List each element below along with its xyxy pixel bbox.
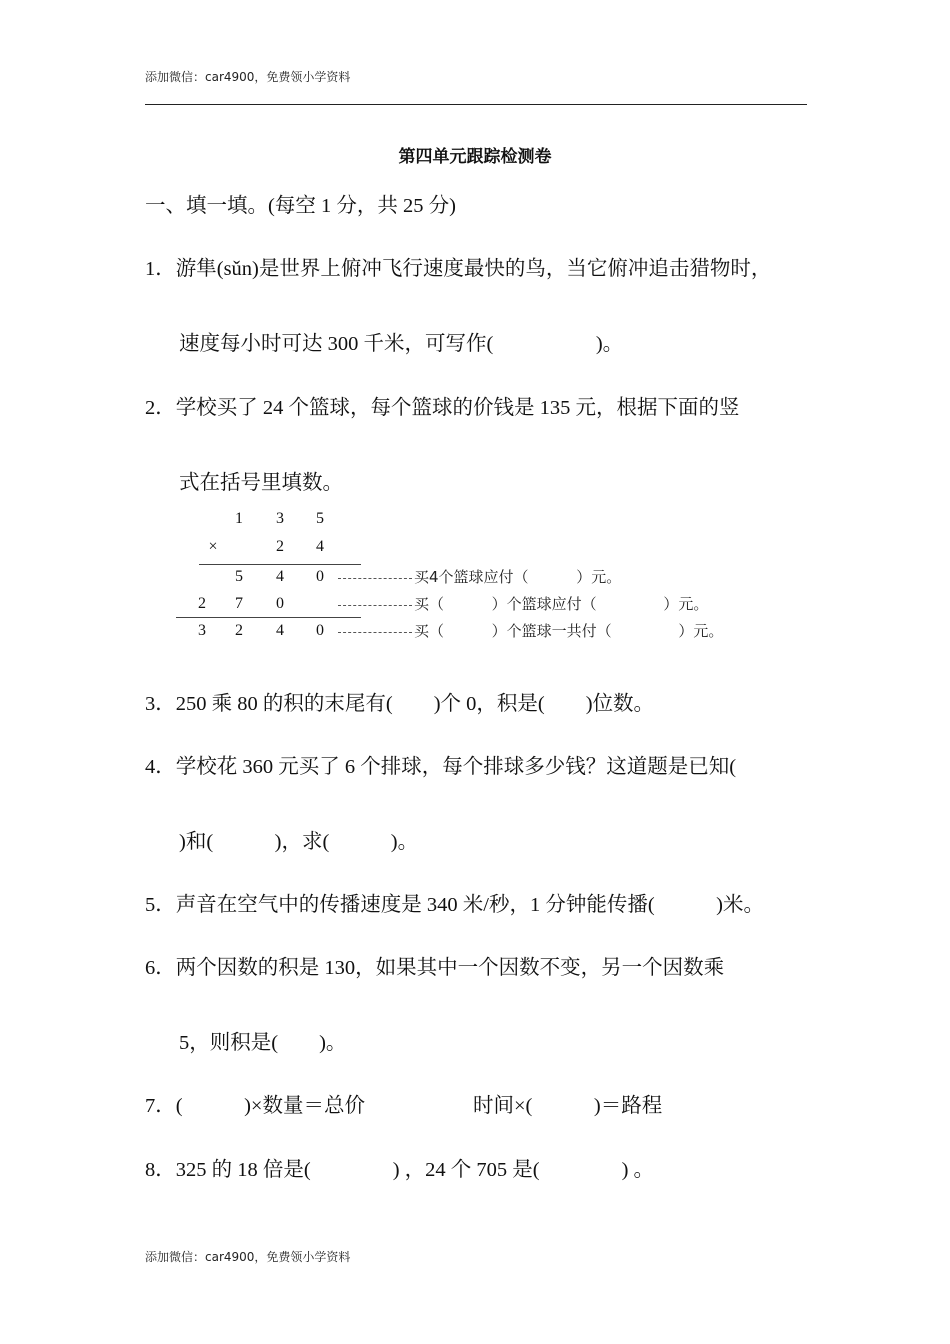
calc-digit: 5 <box>316 510 324 527</box>
annotation-1: 买4个篮球应付（ ）元。 <box>414 568 622 586</box>
calc-digit: 4 <box>276 568 284 585</box>
leader-dots <box>338 632 412 633</box>
leader-dots <box>338 578 412 579</box>
question-6-line-1: 6．两个因数的积是 130，如果其中一个因数不变，另一个因数乘 <box>145 957 725 979</box>
question-4-line-2: )和( )，求( )。 <box>179 831 419 853</box>
page-title: 第四单元跟踪检测卷 <box>398 147 552 167</box>
calc-rule-2 <box>176 617 361 618</box>
calc-digit: 4 <box>276 622 284 639</box>
annotation-2: 买（ ）个篮球应付（ ）元。 <box>414 595 709 613</box>
page-footer: 添加微信：car4900，免费领小学资料 <box>145 1250 351 1264</box>
leader-dots <box>338 605 412 606</box>
calc-digit: 2 <box>235 622 243 639</box>
calc-digit: 2 <box>276 538 284 555</box>
question-7-right: 时间×( )＝路程 <box>473 1095 663 1117</box>
annotation-3: 买（ ）个篮球一共付（ ）元。 <box>414 622 724 640</box>
calc-digit: 2 <box>198 595 206 612</box>
question-5: 5．声音在空气中的传播速度是 340 米/秒，1 分钟能传播( )米。 <box>145 894 764 916</box>
calc-digit: 1 <box>235 510 243 527</box>
section-heading: 一、填一填。(每空 1 分，共 25 分) <box>145 195 456 217</box>
question-2-line-1: 2．学校买了 24 个篮球，每个篮球的价钱是 135 元，根据下面的竖 <box>145 397 740 419</box>
calc-digit: 0 <box>316 622 324 639</box>
question-2-line-2: 式在括号里填数。 <box>179 472 343 494</box>
calc-digit: 3 <box>276 510 284 527</box>
question-6-line-2: 5，则积是( )。 <box>179 1032 347 1054</box>
calc-digit: 3 <box>198 622 206 639</box>
question-1-line-2: 速度每小时可达 300 千米，可写作( )。 <box>179 333 624 355</box>
calc-digit: 0 <box>276 595 284 612</box>
page-header: 添加微信：car4900，免费领小学资料 <box>145 70 351 84</box>
calc-digit: 0 <box>316 568 324 585</box>
question-8: 8．325 的 18 倍是( ) ，24 个 705 是( ) 。 <box>145 1159 655 1181</box>
question-4-line-1: 4．学校花 360 元买了 6 个排球，每个排球多少钱？这道题是已知( <box>145 756 737 778</box>
multiply-sign: × <box>208 538 218 555</box>
calc-rule-1 <box>199 564 361 565</box>
calc-digit: 7 <box>235 595 243 612</box>
question-1-line-1: 1．游隼(sǔn)是世界上俯冲飞行速度最快的鸟，当它俯冲追击猎物时， <box>145 258 772 280</box>
header-rule <box>145 104 807 105</box>
question-3: 3．250 乘 80 的积的末尾有( )个 0，积是( )位数。 <box>145 693 655 715</box>
calc-digit: 5 <box>235 568 243 585</box>
calc-digit: 4 <box>316 538 324 555</box>
question-7-left: 7．( )×数量＝总价 <box>145 1095 365 1117</box>
